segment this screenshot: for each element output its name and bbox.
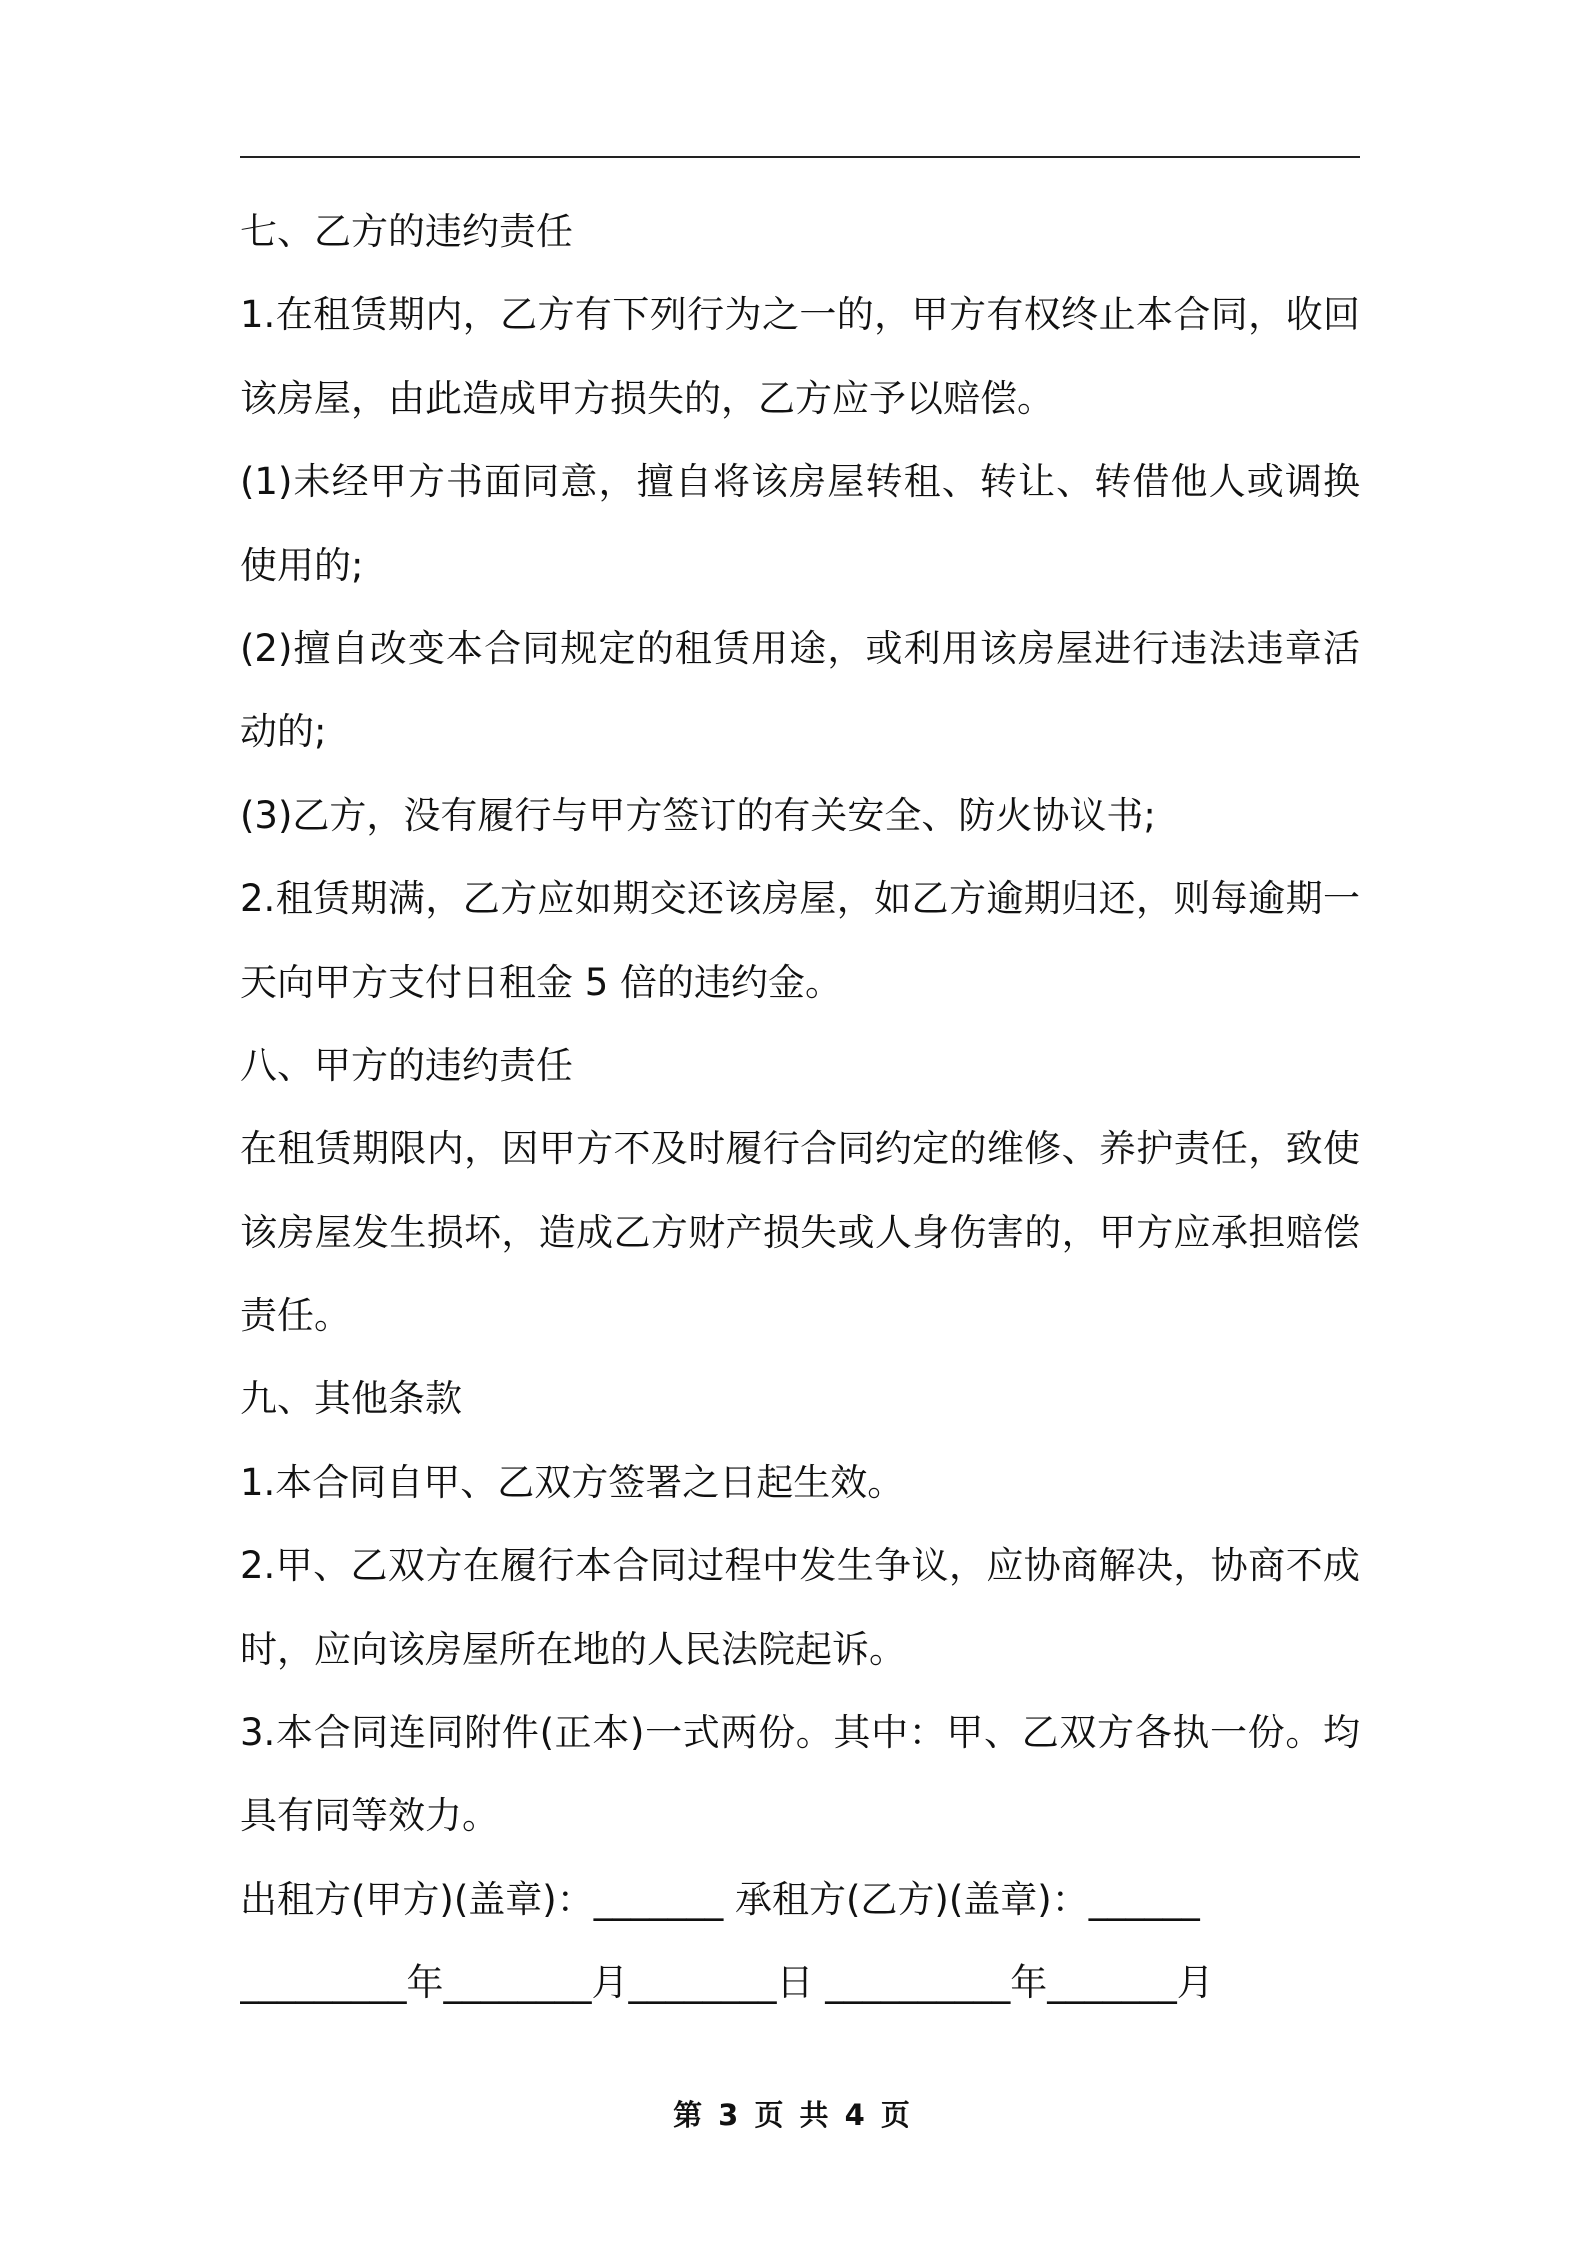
text-line: 时，应向该房屋所在地的人民法院起诉。 bbox=[240, 1627, 906, 1671]
text-line: 1.本合同自甲、乙双方签署之日起生效。 bbox=[240, 1460, 905, 1504]
text-line: 该房屋，由此造成甲方损失的，乙方应予以赔偿。 bbox=[240, 376, 1054, 420]
text-line: 2.租赁期满，乙方应如期交还该房屋，如乙方逾期归还，则每逾期一 bbox=[240, 877, 1360, 921]
page-number: 第 3 页 共 4 页 bbox=[673, 2098, 913, 2132]
text-line: 使用的; bbox=[240, 543, 364, 587]
text-line: 2.甲、乙双方在履行本合同过程中发生争议，应协商解决，协商不成 bbox=[240, 1544, 1360, 1588]
section-heading: 九、其他条款 bbox=[240, 1377, 462, 1421]
text-line: 责任。 bbox=[240, 1294, 351, 1338]
contract-body bbox=[240, 190, 1360, 2025]
text-line: 1.在租赁期内，乙方有下列行为之一的，甲方有权终止本合同，收回 bbox=[240, 293, 1360, 337]
signature-date-line: _________年________月________日 __________年_______月 bbox=[240, 1961, 1214, 2005]
text-line: 七、乙方的违约责任 bbox=[240, 210, 573, 253]
text-line: (3)乙方，没有履行与甲方签订的有关安全、防火协议书; bbox=[240, 793, 1156, 837]
text-line: 该房屋发生损坏，造成乙方财产损失或人身伤害的，甲方应承担赔偿 bbox=[240, 1210, 1360, 1254]
text-line: 3.本合同连同附件(正本)一式两份。其中：甲、乙双方各执一份。均 bbox=[240, 1711, 1360, 1755]
text-line: 动的; bbox=[240, 710, 327, 754]
text-line: (2)擅自改变本合同规定的租赁用途，或利用该房屋进行违法违章活 bbox=[240, 626, 1360, 670]
text-line: 在租赁期限内，因甲方不及时履行合同约定的维修、养护责任，致使 bbox=[240, 1127, 1360, 1171]
text-line: (1)未经甲方书面同意，擅自将该房屋转租、转让、转借他人或调换 bbox=[240, 460, 1360, 504]
section-heading: 八、甲方的违约责任 bbox=[240, 1043, 573, 1087]
text-line: 具有同等效力。 bbox=[240, 1794, 499, 1838]
signature-parties-line: 出租方(甲方)(盖章)：_______ 承租方(乙方)(盖章)：______ bbox=[240, 1877, 1200, 1921]
text-line: 天向甲方支付日租金 5 倍的违约金。 bbox=[240, 960, 843, 1004]
header-rule bbox=[240, 156, 1360, 158]
